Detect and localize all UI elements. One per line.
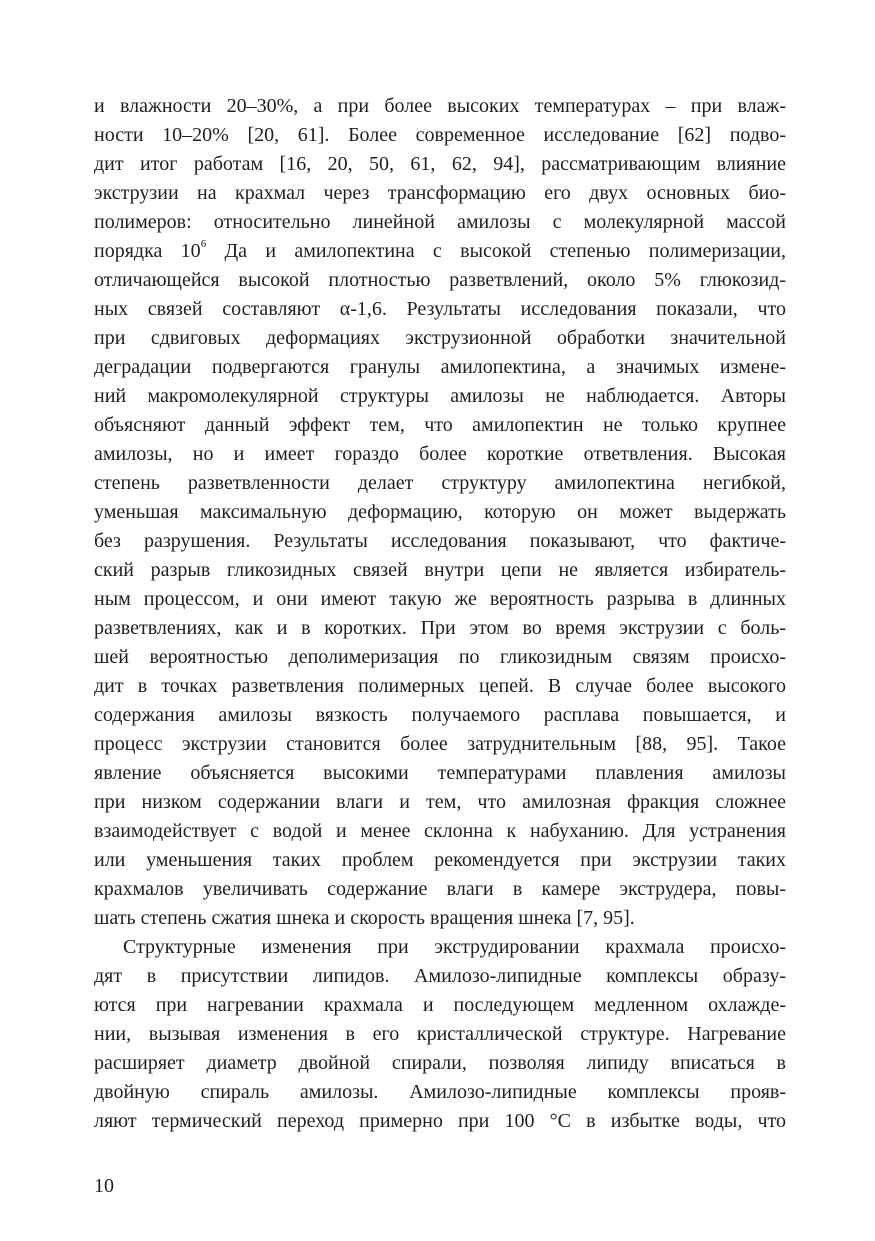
- text-line: степень разветвленности делает структуру амилопектина негибкой,: [94, 472, 786, 494]
- text-line: амилозы, но и имеет гораздо более короткие ответвления. Высокая: [94, 443, 786, 465]
- text-line: при сдвиговых деформациях экструзионной обработки значительной: [94, 327, 786, 349]
- text-line: ний макромолекулярной структуры амилозы не наблюдается. Авторы: [94, 385, 786, 407]
- text-line: ский разрыв гликозидных связей внутри цепи не является избиратель-: [94, 559, 786, 581]
- text-line: шать степень сжатия шнека и скорость вращения шнека [7, 95].: [94, 907, 635, 929]
- paragraph: [94, 933, 786, 1136]
- text-line: дят в присутствии липидов. Амилозо-липидные комплексы образу-: [94, 965, 786, 987]
- text-line: явление объясняется высокими температурами плавления амилозы: [94, 762, 786, 784]
- text-line: шей вероятностью деполимеризация по гликозидным связям происхо-: [94, 646, 786, 668]
- text-line: и влажности 20–30%, а при более высоких температурах – при влаж-: [94, 95, 786, 117]
- text-line: полимеров: относительно линейной амилозы с молекулярной массой: [94, 211, 786, 233]
- text-line: ных связей составляют α-1,6. Результаты исследования показали, что: [94, 298, 786, 320]
- text-line: разветвлениях, как и в коротких. При этом во время экструзии с боль-: [94, 617, 786, 639]
- paragraph: [94, 92, 786, 933]
- text-line: крахмалов увеличивать содержание влаги в камере экструдера, повы-: [94, 878, 786, 900]
- text-line: экструзии на крахмал через трансформацию его двух основных био-: [94, 182, 786, 204]
- document-page: [94, 92, 786, 1136]
- body-text: [94, 92, 786, 1136]
- text-line: расширяет диаметр двойной спирали, позволяя липиду вписаться в: [94, 1052, 786, 1074]
- text-line: содержания амилозы вязкость получаемого расплава повышается, и: [94, 704, 786, 726]
- text-line: или уменьшения таких проблем рекомендуется при экструзии таких: [94, 849, 786, 871]
- superscript: 6: [200, 238, 207, 251]
- text-line: двойную спираль амилозы. Амилозо-липидные комплексы прояв-: [94, 1081, 786, 1103]
- text-line: порядка $10^6$ Да и амилопектина с высокой степенью полимеризации,: [94, 238, 786, 262]
- text-line: объясняют данный эффект тем, что амилопектин не только крупнее: [94, 414, 786, 436]
- text-line: нии, вызывая изменения в его кристаллической структуре. Нагревание: [94, 1023, 786, 1045]
- text-line: ным процессом, и они имеют такую же вероятность разрыва в длинных: [94, 588, 786, 610]
- text-line: ности 10–20% [20, 61]. Более современное исследование [62] подво-: [94, 124, 786, 146]
- page-number: 10: [94, 1175, 114, 1197]
- text-line: деградации подвергаются гранулы амилопектина, а значимых измене-: [94, 356, 786, 378]
- text-line: без разрушения. Результаты исследования показывают, что фактиче-: [94, 530, 786, 552]
- text-line: уменьшая максимальную деформацию, которую он может выдержать: [94, 501, 786, 523]
- text-line: отличающейся высокой плотностью разветвлений, около 5% глюкозид-: [94, 269, 786, 291]
- text-line: Структурные изменения при экструдировании крахмала происхо-: [123, 936, 786, 958]
- text-line: дит в точках разветвления полимерных цепей. В случае более высокого: [94, 675, 786, 697]
- text-line: ются при нагревании крахмала и последующем медленном охлажде-: [94, 994, 786, 1016]
- text-line: дит итог работам [16, 20, 50, 61, 62, 94], рассматривающим влияние: [94, 153, 786, 175]
- text-line: ляют термический переход примерно при 100 °С в избытке воды, что: [94, 1110, 786, 1132]
- text-line: при низком содержании влаги и тем, что амилозная фракция сложнее: [94, 791, 786, 813]
- text-line: взаимодействует с водой и менее склонна к набуханию. Для устранения: [94, 820, 786, 842]
- text-line: процесс экструзии становится более затруднительным [88, 95]. Такое: [94, 733, 786, 755]
